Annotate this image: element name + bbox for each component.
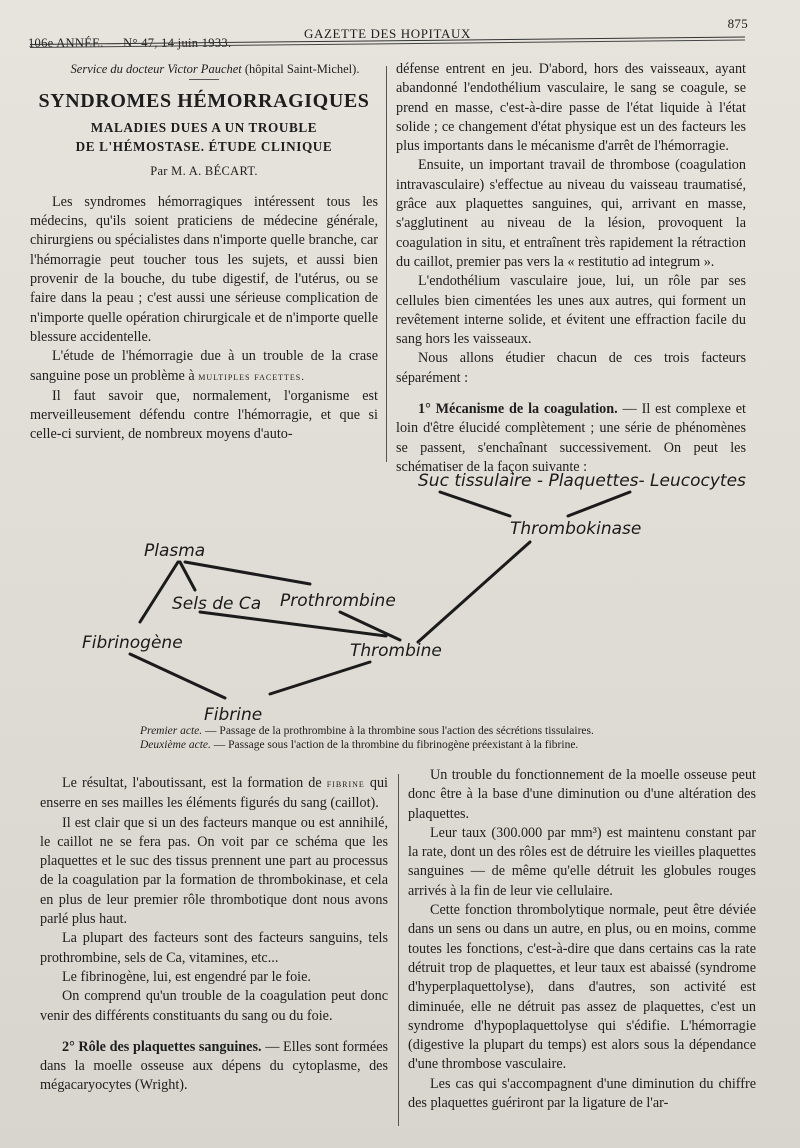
label-suc-plaquettes-leucocytes: Suc tissulaire - Plaquettes- Leucocytes: [418, 471, 746, 491]
paragraph: On comprend qu'un trouble de la coagulation peut donc venir des différents constituants du sang ou du foie.: [40, 988, 388, 1024]
smallcaps-term: multiples facettes.: [198, 370, 305, 383]
article-subtitle-2: DE L'HÉMOSTASE. ÉTUDE CLINIQUE: [75, 138, 333, 154]
paragraph: Il est clair que si un des facteurs manque ou est annihilé, le caillot ne se fera pas. On voit par ce schéma que les plaquettes et le suc des tissus prennent une part au processus de la coagulation par la formation de thrombokinase, et cela en plus de leur premier rôle thrombotique dont nous avons parlé plus haut.: [40, 814, 388, 928]
paragraph-text: Le résultat, l'aboutissant, est la formation de: [62, 775, 322, 791]
label-thrombine: Thrombine: [350, 641, 442, 661]
paragraph: Ensuite, un important travail de thrombose (coagulation intravasculaire) s'effectue au niveau du vaisseau traumatisé, grâce aux plaquettes sanguines, qui, arrivant en masse, s'agglutinent au niveau de la lésion, provoquent la coagulation in situ, et entraînent très rapidement la rétraction du caillot, premier pas vers la « restitutio ad integrum ».: [396, 157, 746, 270]
arrow-prothrombine-to-thrombine: [340, 612, 400, 640]
section-text: — Il est complexe et loin d'être élucidé complètement ; une série de phénomènes se passent, s'enchaînant successivement. On peut les schématiser de la façon suivante :: [396, 401, 746, 475]
arrow-thrombokinase-to-thrombine: [418, 542, 530, 642]
paragraph-text: L'étude de l'hémorragie due à un trouble de la crase sanguine pose un problème à: [30, 348, 378, 384]
paragraph: La plupart des facteurs sont des facteurs sanguins, tels prothrombine, sels de Ca, vitamines, etc...: [40, 930, 388, 966]
label-fibrine: Fibrine: [204, 705, 263, 725]
arrow-thrombine-to-fibrine: [270, 662, 370, 694]
journal-title: GAZETTE DES HOPITAUX: [304, 26, 471, 41]
arrow-leucocytes-to-thrombokinase: [568, 492, 630, 516]
paragraph: défense entrent en jeu. D'abord, hors des vaisseaux, ayant abandonné l'endothélium vasculaire, le sang se coagule, se prend en masse, c'est-à-dire passe de l'état liquide à l'état solide ; ce changement d'état physique est un des facteurs les plus importants dans le mécanisme d'arrêt de l'hémorragie.: [396, 61, 746, 155]
service-name: Service du docteur Victor Pauchet: [70, 62, 242, 76]
caption-act2-text: — Passage sous l'action de la thrombine du fibrinogène préexistant à la fibrine.: [213, 739, 579, 751]
smallcaps-term: fibrine: [326, 778, 365, 790]
paragraph: L'endothélium vasculaire joue, lui, un rôle par ses cellules bien cimentées les unes aux autres, qui forment un revêtement interne solide, et évitent une effraction facile du sang hors les vaisseaux.: [396, 273, 746, 348]
service-hospital: (hôpital Saint-Michel).: [244, 62, 360, 76]
right-column-top: [396, 60, 746, 477]
service-line: [30, 60, 378, 79]
coagulation-diagram-svg: [70, 464, 770, 734]
paragraph: Nous allons étudier chacun de ces trois facteurs séparément :: [396, 350, 746, 386]
arrow-sels-to-thrombine: [200, 612, 386, 636]
right-column-bottom: [408, 766, 756, 1113]
label-sels-de-ca: Sels de Ca: [172, 594, 262, 614]
diagram-caption: [140, 724, 680, 752]
arrow-plasma-to-sels: [180, 562, 195, 590]
coagulation-diagram: [70, 464, 770, 734]
section-heading: 2° Rôle des plaquettes sanguines.: [62, 1038, 262, 1055]
caption-line-1: [140, 724, 680, 738]
caption-act2-label: Deuxième acte.: [140, 739, 211, 751]
byline: Par M. A. BÉCART.: [150, 163, 258, 178]
paragraph: Un trouble du fonctionnement de la moelle osseuse peut donc être à la base d'une diminution ou d'une altération des plaquettes.: [408, 767, 756, 822]
label-plasma: Plasma: [144, 541, 206, 561]
issue-info: 106e ANNÉE. — N° 47, 14 juin 1933.: [28, 36, 232, 50]
paragraph: Il faut savoir que, normalement, l'organisme est merveilleusement défendu contre l'hémorragie, et que si celle-ci survient, de nombreux moyens d'auto-: [30, 387, 378, 443]
label-prothrombine: Prothrombine: [280, 591, 396, 611]
column-divider-top: [386, 66, 387, 462]
paragraph: Le fibrinogène, lui, est engendré par le foie.: [62, 968, 311, 985]
column-divider-bottom: [398, 774, 399, 1126]
spacer: [40, 1026, 388, 1038]
paragraph: Leur taux (300.000 par mm³) est maintenu constant par la rate, dont un des rôles est de détruire les vieilles plaquettes sanguines — de même qu'elle détruit les globules rouges arrivés à la fin de leur vie cellulaire.: [408, 824, 756, 899]
page-number: 875: [727, 16, 748, 31]
label-thrombokinase: Thrombokinase: [510, 519, 642, 539]
left-column-bottom: [40, 774, 388, 1096]
caption-line-2: [140, 738, 680, 752]
arrow-suc-to-thrombokinase: [440, 492, 510, 516]
section-heading: 1° Mécanisme de la coagulation.: [418, 401, 618, 418]
short-rule: [189, 79, 219, 80]
article-subtitle-1: MALADIES DUES A UN TROUBLE: [90, 119, 318, 135]
arrow-fibrinogene-to-fibrine: [130, 654, 225, 698]
paragraph: [40, 774, 388, 814]
section-paragraph: [40, 1038, 388, 1096]
paragraph: Cette fonction thrombolytique normale, peut être déviée dans un sens ou dans un autre, en plus, ou en moins, comme toutes les fonctions, c'est-à-dire que dans certains cas la rate détruit trop de plaquettes, et leur taux est abaissé (syndrome d'hyperplaquettolyse), dans d'autres, son activité est diminuée, elle ne détruit pas assez de plaquettes, c'est un syndrome d'hypoplaquettolyse qui s'édifie. L'hémorragie (digestive la plupart du temps) est alors sous la dépendance d'une thrombose vasculaire.: [408, 902, 756, 1073]
paragraph-text: qui enserre en ses mailles les éléments figurés du sang (caillot).: [40, 775, 388, 812]
left-column-top: [30, 60, 378, 445]
section-text: — Elles sont formées dans la moelle osseuse aux dépens du cytoplasme, des mégacaryocytes (Wright).: [40, 1038, 389, 1094]
paragraph: Les cas qui s'accompagnent d'une diminution du chiffre des plaquettes guériront par la ligature de l'ar-: [408, 1075, 756, 1112]
paragraph: Les syndromes hémorragiques intéressent tous les médecins, qu'ils soient praticiens de médecine générale, chirurgiens ou spécialistes dans n'importe quelle branche, car l'hémorragie peut toucher tous les sujets, et aussi bien provenir de la bouche, du tube digestif, de l'utérus, ou se faire dans la peau ; c'est aussi une sérieuse complication de n'importe quelle opération chirurgicale et de n'importe quelle blessure accidentelle.: [30, 193, 378, 345]
spacer: [396, 388, 746, 400]
arrow-plasma-to-prothrombine: [185, 562, 310, 584]
article-title: SYNDROMES HÉMORRAGIQUES: [38, 90, 370, 113]
paragraph: [30, 347, 378, 387]
caption-act1-label: Premier acte.: [140, 725, 203, 737]
label-fibrinogene: Fibrinogène: [82, 633, 183, 653]
caption-act1-text: — Passage de la prothrombine à la thrombine sous l'action des sécrétions tissulaires.: [205, 725, 594, 737]
